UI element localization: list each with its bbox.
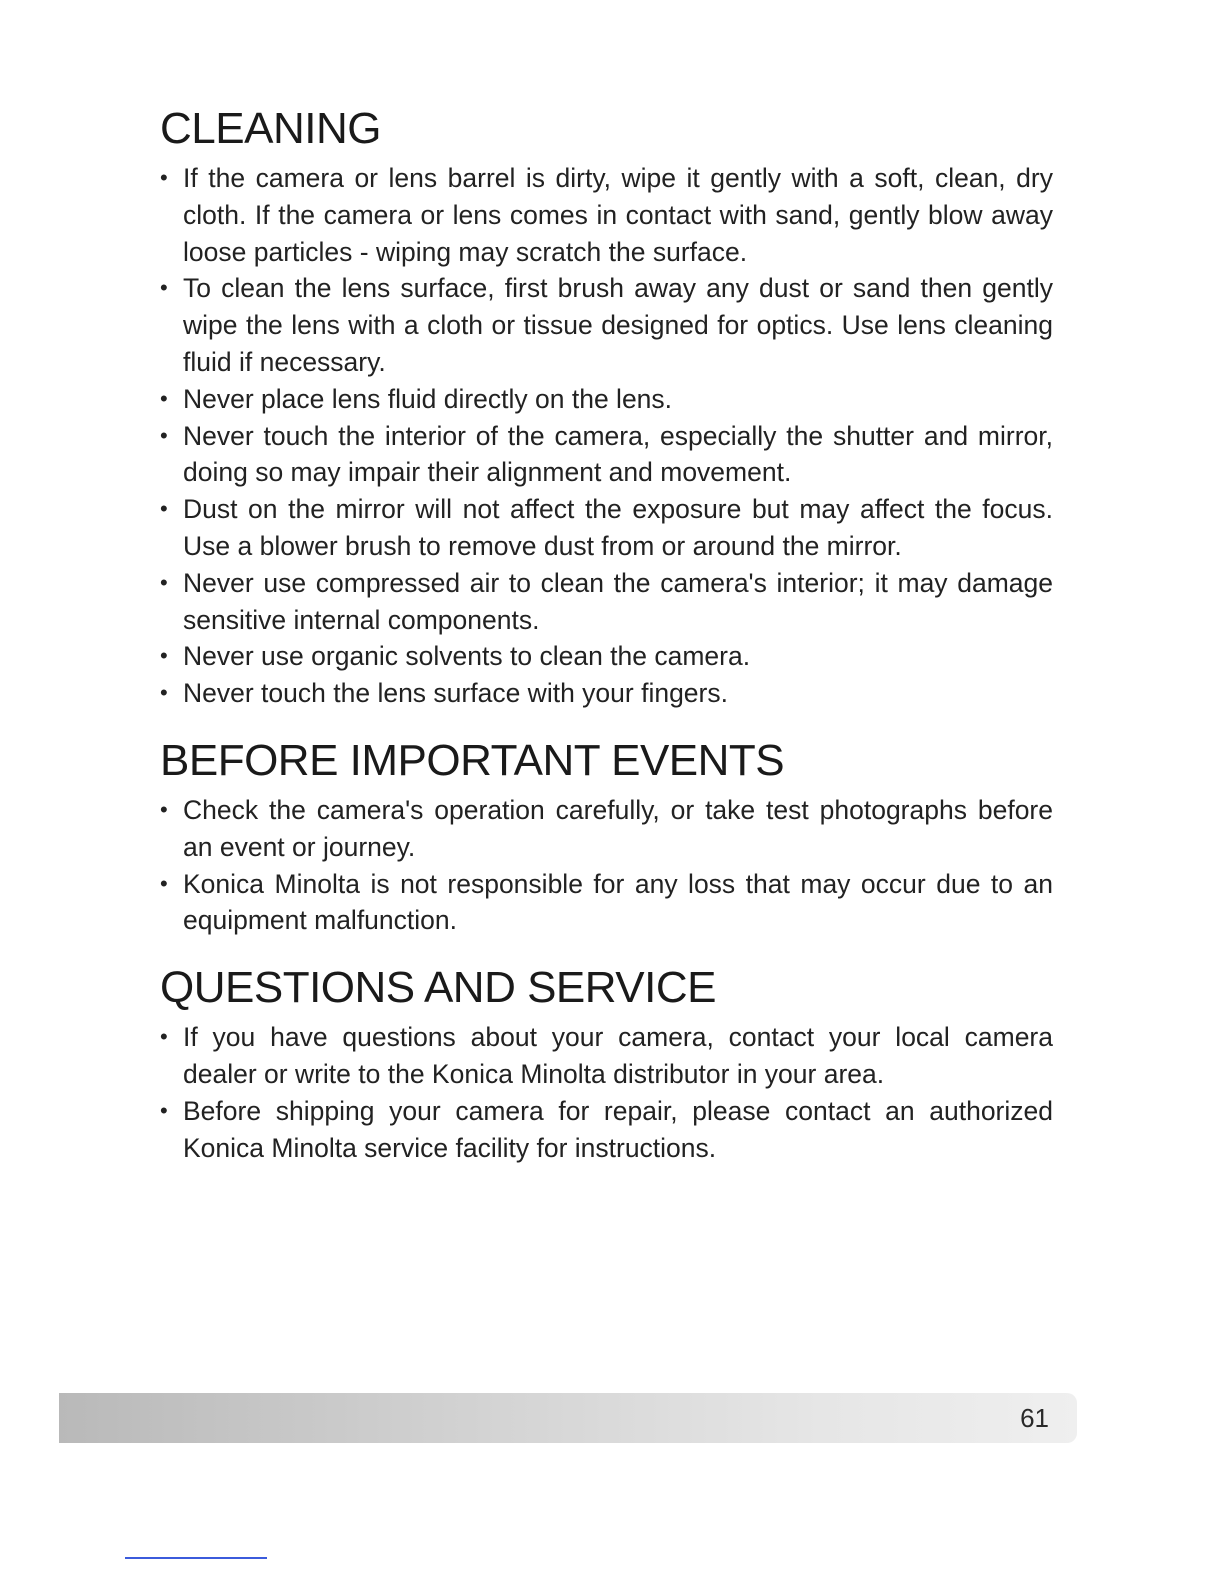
page-content <box>160 102 1053 1166</box>
list-item: • Before shipping your camera for repair, please contact an authorized Konica Minolta service facility for instructions. <box>160 1093 1053 1167</box>
bullet-list <box>160 1019 1053 1166</box>
list-item: • Never touch the lens surface with your fingers. <box>160 675 1053 712</box>
bullet-list <box>160 160 1053 712</box>
section-questions-and-service <box>160 961 1053 1166</box>
section-title: QUESTIONS AND SERVICE <box>160 963 716 1013</box>
list-item: • To clean the lens surface, first brush away any dust or sand then gently wipe the lens with a cloth or tissue designed for optics. Use lens cleaning fluid if necessary. <box>160 270 1053 380</box>
bottom-divider <box>125 1557 267 1559</box>
list-item: • Never place lens fluid directly on the lens. <box>160 381 1053 418</box>
section-before-important-events <box>160 734 1053 939</box>
page-number: 61 <box>1020 1403 1049 1433</box>
section-title: BEFORE IMPORTANT EVENTS <box>160 735 785 785</box>
list-item: • Dust on the mirror will not affect the exposure but may affect the focus. Use a blower brush to remove dust from or around the mirror. <box>160 491 1053 565</box>
list-item: • If the camera or lens barrel is dirty, wipe it gently with a soft, clean, dry cloth. If the camera or lens comes in contact with sand, gently blow away loose particles - wiping may scratch the surface. <box>160 160 1053 270</box>
section-title: CLEANING <box>160 104 381 153</box>
section-cleaning <box>160 102 1053 712</box>
list-item: • Konica Minolta is not responsible for any loss that may occur due to an equipment malfunction. <box>160 866 1053 940</box>
list-item: • Never touch the interior of the camera, especially the shutter and mirror, doing so may impair their alignment and movement. <box>160 418 1053 492</box>
list-item: • Never use compressed air to clean the camera's interior; it may damage sensitive internal components. <box>160 565 1053 639</box>
list-item: • If you have questions about your camera, contact your local camera dealer or write to the Konica Minolta distributor in your area. <box>160 1019 1053 1093</box>
list-item: • Check the camera's operation carefully, or take test photographs before an event or journey. <box>160 792 1053 866</box>
bullet-list <box>160 792 1053 939</box>
list-item: • Never use organic solvents to clean the camera. <box>160 638 1053 675</box>
footer-bar <box>59 1393 1077 1443</box>
